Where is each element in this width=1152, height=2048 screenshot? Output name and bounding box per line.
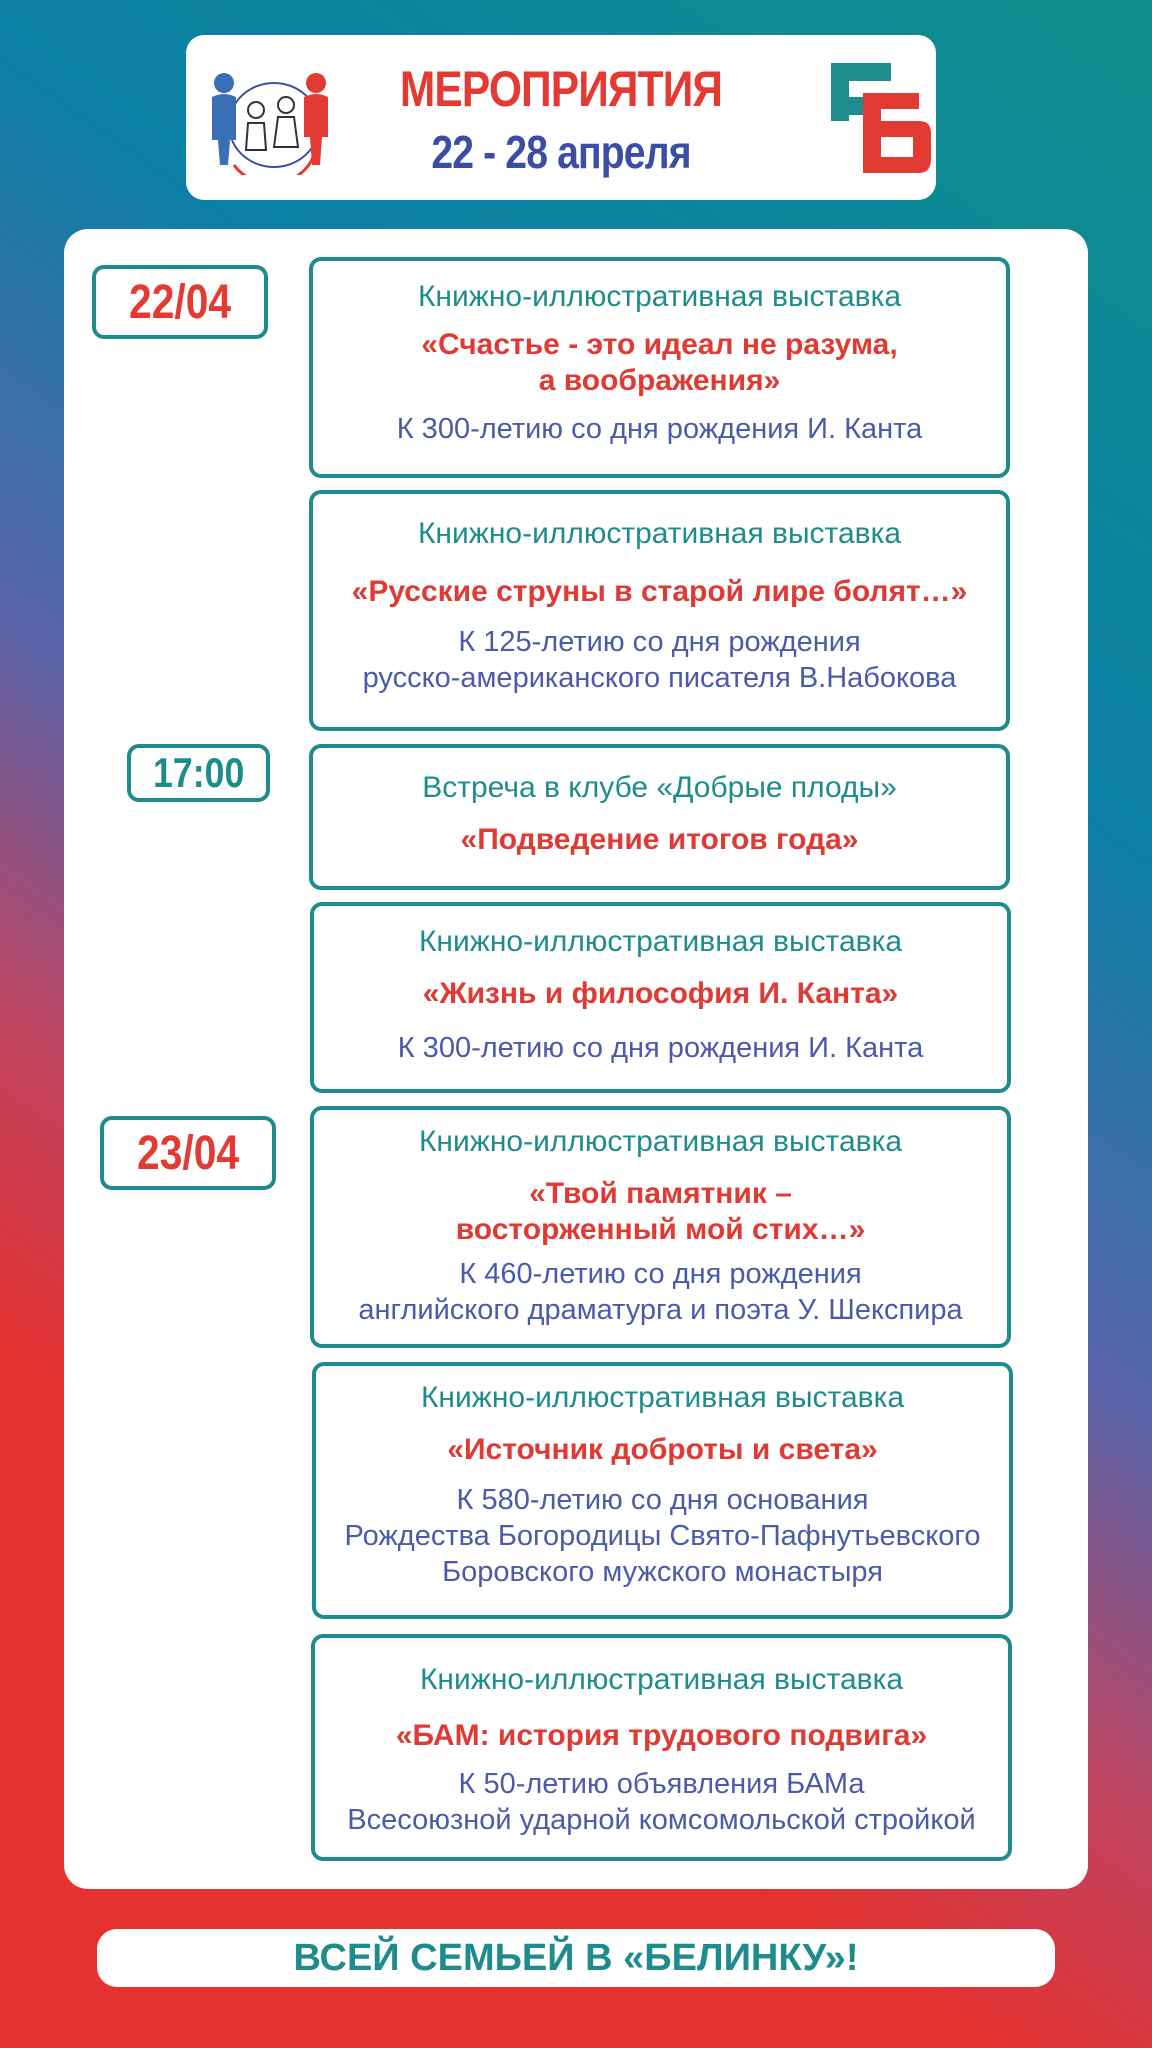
event-type: Книжно-иллюстративная выставка (420, 1381, 905, 1414)
event-card (310, 902, 1011, 1093)
event-type: Книжно-иллюстративная выставка (417, 517, 902, 550)
event-title: «Жизнь и философия И. Канта» (422, 977, 899, 1010)
date-tag-22-04: 22/04 (92, 265, 268, 339)
event-card (309, 744, 1010, 890)
footer-slogan: ВСЕЙ СЕМЬЕЙ В «БЕЛИНКУ»! (97, 1929, 1055, 1987)
date-tag-23-04: 23/04 (100, 1116, 276, 1190)
event-type: Встреча в клубе «Добрые плоды» (422, 771, 897, 804)
event-note: К 580-летию со дня основания Рождества Богородицы Свято-Пафнутьевского Боровского мужского монастыря (344, 1484, 981, 1588)
event-title: «Источник доброты и света» (447, 1433, 878, 1466)
event-note: К 460-летию со дня рождения английского драматурга и поэта У. Шекспира (358, 1258, 963, 1326)
event-card (309, 490, 1010, 731)
event-title: «Твой памятник – восторженный мой стих…» (455, 1177, 866, 1246)
event-note: К 50-летию объявления БАМа Всесоюзной ударной комсомольской стройкой (347, 1768, 976, 1836)
header-title: МЕРОПРИЯТИЯ (399, 61, 723, 117)
event-type: Книжно-иллюстративная выставка (418, 1125, 903, 1158)
event-type: Книжно-иллюстративная выставка (417, 280, 902, 313)
event-card (312, 1362, 1013, 1619)
event-type: Книжно-иллюстративная выставка (419, 1663, 904, 1696)
time-tag-17-00: 17:00 (127, 744, 270, 802)
event-note: К 125-летию со дня рождения русско-американского писателя В.Набокова (362, 626, 957, 694)
event-note: К 300-летию со дня рождения И. Канта (397, 1032, 924, 1064)
event-card (309, 257, 1010, 478)
header-banner (186, 35, 936, 200)
event-card (311, 1634, 1012, 1861)
event-title: «Русские струны в старой лире болят…» (351, 575, 968, 608)
event-title: «БАМ: история трудового подвига» (395, 1719, 928, 1752)
library-bb-logo-icon (831, 63, 931, 173)
event-type: Книжно-иллюстративная выставка (418, 925, 903, 958)
event-title: «Счастье - это идеал не разума, а воображения» (421, 328, 898, 397)
event-title: «Подведение итогов года» (460, 823, 859, 856)
header-dates: 22 - 28 апреля (431, 126, 691, 178)
event-card (310, 1106, 1011, 1348)
event-note: К 300-летию со дня рождения И. Канта (396, 413, 923, 445)
